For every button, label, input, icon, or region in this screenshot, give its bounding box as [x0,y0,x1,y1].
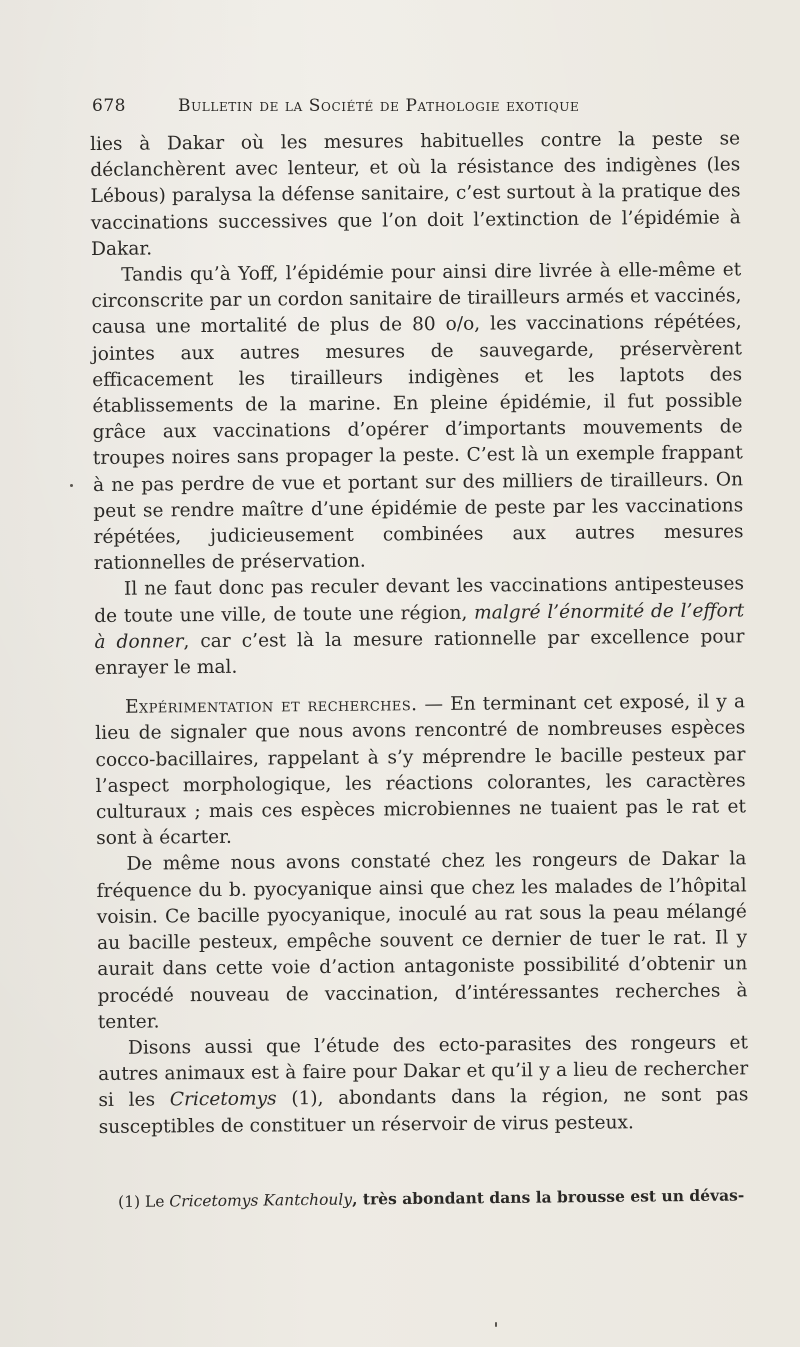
paragraph-1: lies à Dakar où les mesures habituelles contre la peste se déclanchèrent avec lenteur, et où la résistance des indigènes (les Lébous) paralysa la défense sanitaire, c’est surtout à la pratique des vaccinations successives que l’on doit l’extinction de l’épidémie à Dakar. [90,128,741,260]
paragraph-6 [98,1030,749,1140]
page-header [92,96,740,116]
paragraph-3-italic: malgré l’énormité de l’effort à donner [94,599,745,653]
footnote [118,1185,748,1212]
paragraph-3-end: , car c’est là la mesure rationnelle par excellence pour enrayer le mal. [94,626,745,680]
page-number: 678 [92,96,126,116]
footnote-italic: Cricetomys Kantchouly [169,1190,353,1211]
ink-speck [70,484,73,487]
paragraph-2: Tandis qu’à Yoff, l’épidémie pour ainsi dire livrée à elle-même et circonscrite par un cordon sanitaire de tirailleurs armés et vaccinés, causa une mortalité de plus de 80 o/o, les vaccinations répétées, jointes aux autres mesures de sauvegarde, préservèrent efficacement les tirailleurs indigènes et les laptots des établissements de la marine. En pleine épidémie, il fut possible grâce aux vaccinations d’opérer d’importants mouvements de troupes noires sans propager la peste. C’est là un exemple frappant à ne pas perdre de vue et portant sur des milliers de tirailleurs. On peut se rendre maître d’une épidémie de peste par les vaccinations répétées, judicieusement combinées aux autres mesures rationnelles de préservation. [91,259,744,575]
body-text [90,126,749,1140]
paragraph-3-start: Il ne faut donc pas reculer devant les vaccinations antipesteuses de toute une ville, de toute une région, [94,573,745,627]
paragraph-5: De même nous avons constaté chez les rongeurs de Dakar la fréquence du b. pyocyanique ainsi que chez les malades de l’hôpital voisin. Ce bacille pyocyanique, inoculé au rat sous la peau mélangé au bacille pesteux, empêche souvent ce dernier de tuer le rat. Il y aurait dans cette voie d’action antagoniste possibilité d’obtenir un procédé nouveau de vaccination, d’intéressantes recherches à tenter. [96,848,748,1033]
paragraph-6-italic: Cricetomys [169,1088,277,1111]
footnote-text: , très abondant dans la brousse est un dévas- [351,1185,745,1209]
running-title: Bulletin de la Société de Pathologie exotique [178,96,580,116]
footnote-marker: (1) Le [118,1192,170,1211]
paragraph-6-start: Disons aussi que l’étude des ecto-parasites des rongeurs et autres animaux est à faire pour Dakar et qu’il y a lieu de rechercher si les [98,1032,749,1112]
ink-speck [495,1322,497,1327]
paragraph-4 [95,690,746,853]
section-heading: Expérimentation et recherches. [124,694,418,718]
paragraph-6-end: (1), abondants dans la région, ne sont pas susceptibles de constituer un réservoir de virus pesteux. [98,1084,749,1138]
paragraph-4-text: — En terminant cet exposé, il y a lieu de signaler que nous avons rencontré de nombreuses espèces cocco-bacillaires, rappelant à s’y méprendre le bacille pesteux par l’aspect morphologique, les réactions colorantes, les caractères culturaux ; mais ces espèces microbiennes ne tuaient pas le rat et sont à écarter. [95,691,747,850]
paragraph-3 [94,572,745,682]
